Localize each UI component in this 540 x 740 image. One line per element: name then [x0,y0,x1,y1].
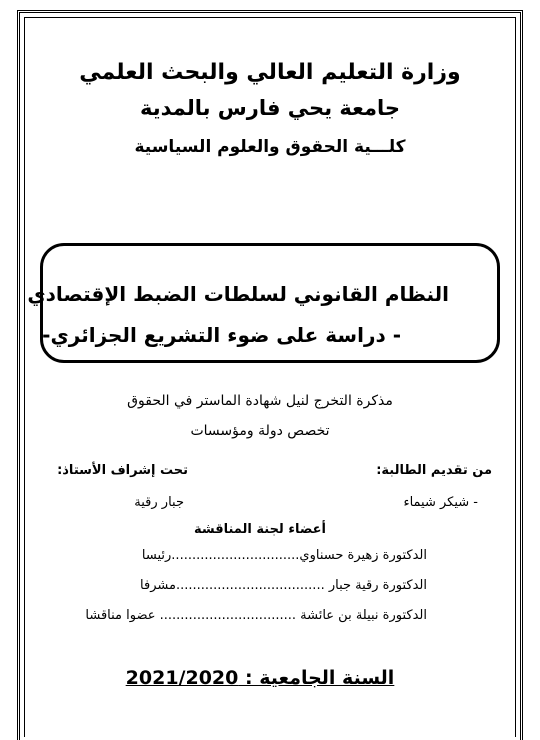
title-box [27,243,500,363]
thesis-specialty: تخصص دولة ومؤسسات [190,423,330,439]
academic-year: السنة الجامعية : 2021/2020 [125,667,395,689]
committee-member: الدكتورة رقية جبار ....................................مشرفا [140,578,427,593]
ministry-heading: وزارة التعليم العالي والبحث العلمي [79,60,461,85]
thesis-purpose: مذكرة التخرج لنيل شهادة الماستر في الحقوق [127,393,393,409]
thesis-title: النظام القانوني لسلطات الضبط الإقتصادي [27,282,449,306]
committee-member: الدكتورة زهيرة حسناوي...............................رئيسا [141,548,427,563]
thesis-subtitle: - دراسة على ضوء التشريع الجزائري- [42,323,401,347]
student-label: من تقديم الطالبة: [376,463,492,478]
committee-heading: أعضاء لجنة المناقشة [193,522,327,537]
university-heading: جامعة يحي فارس بالمدية [140,96,400,120]
supervisor-name: جبار رقية [134,495,184,510]
student-name: - شيكر شيماء [403,495,478,510]
page-border-inner [24,17,516,737]
faculty-heading: كلـــية الحقوق والعلوم السياسية [134,137,406,157]
committee-member: الدكتورة نبيلة بن عائشة ................................. عضوا مناقشا [85,608,427,623]
supervisor-label: تحت إشراف الأستاذ: [57,463,188,478]
